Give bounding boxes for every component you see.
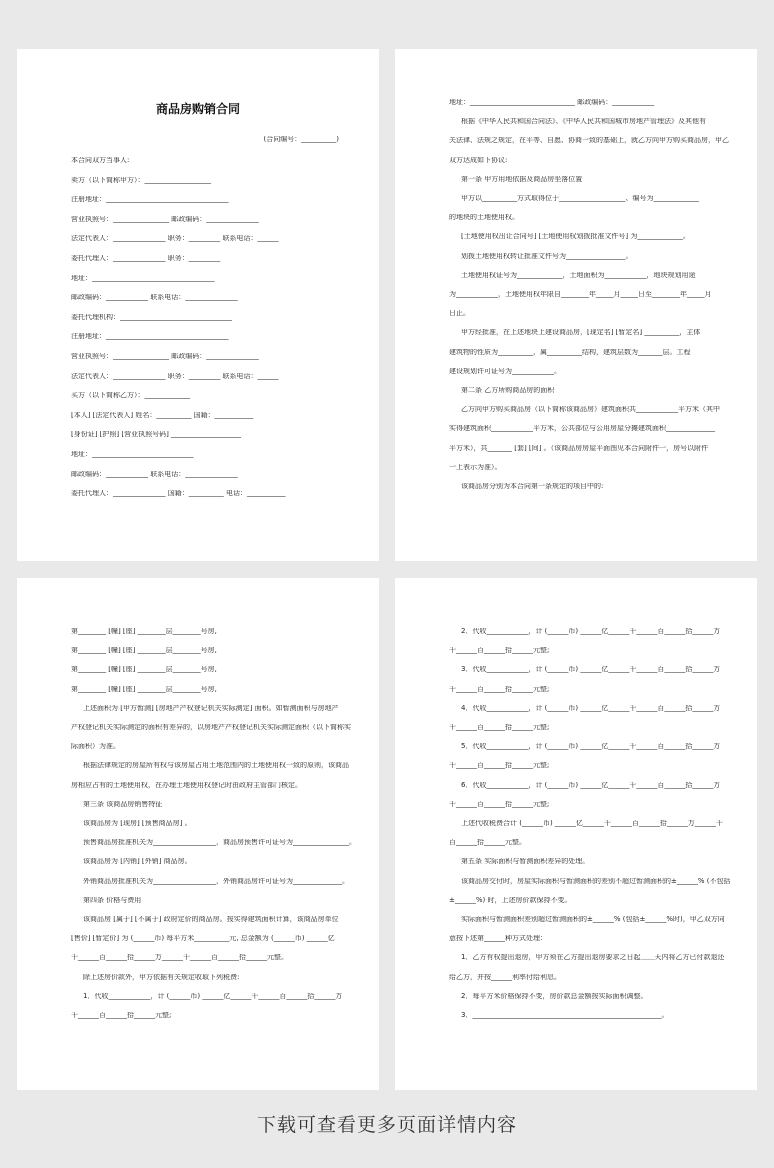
contract-line: 6．代收____________，计 (______币) ______亿______千______百______拾______万 bbox=[461, 781, 721, 789]
contract-line: 的地块的土地使用权。 bbox=[449, 214, 519, 222]
contract-page-4 bbox=[395, 578, 757, 1090]
contract-line: (合同编号：__________) bbox=[263, 136, 339, 143]
contract-line: 划拨土地使用权转让批准文件号为_________________。 bbox=[461, 252, 633, 260]
contract-line: 第三条 该商品房销售特征 bbox=[83, 800, 163, 808]
contract-line: 实际面积与暂测面积差别超过暂测面积的±______% (包括±______%时)，甲乙双方同 bbox=[461, 916, 725, 923]
contract-line: [土地使用权出让合同号] [土地使用权划拨批准文件号] 为_____________。 bbox=[461, 233, 690, 241]
contract-line: 建设规划许可证号为____________。 bbox=[449, 367, 561, 375]
contract-line: 一上表示为准）。 bbox=[449, 463, 502, 471]
contract-line: 买方（以下简称乙方）：_____________ bbox=[71, 392, 190, 400]
contract-line: ±______%) 时，上述房价款保持不变。 bbox=[449, 896, 572, 904]
contract-line: 邮政编码：____________ 联系电话：_______________ bbox=[71, 470, 238, 478]
contract-line: 营业执照号：________________ 邮政编码：_______________ bbox=[71, 215, 259, 223]
contract-line: 该商品房为 [内销] [外销] 商品房。 bbox=[83, 858, 192, 866]
contract-line: 乙方向甲方购买商品房（以下简称该商品房）建筑面积共____________平方米（其中 bbox=[461, 406, 720, 414]
contract-line: 1．乙方有权提出退房，甲方须在乙方提出退房要求之日起＿＿天内将乙方已付款退还 bbox=[461, 954, 725, 962]
contract-line: 地址：___________________________________ bbox=[71, 274, 215, 282]
contract-line: 千______百______拾______元整; bbox=[71, 1012, 172, 1019]
contract-line: 1．代收____________，计 (______币) ______亿______千______百______拾______万 bbox=[83, 992, 343, 1000]
contract-line: 委托代理机构：________________________________ bbox=[71, 313, 232, 321]
contract-line: 第________ [幢] [座] ________层________号房, bbox=[71, 647, 217, 655]
contract-line: 实得建筑面积____________平方米，公共部位与公用房屋分摊建筑面积______________ bbox=[449, 425, 715, 433]
contract-line: 根据《中华人民共和国合同法》、《中华人民共和国城市房地产管理法》及其他有 bbox=[461, 118, 706, 126]
contract-line: 第________ [幢] [座] ________层________号房, bbox=[71, 666, 217, 674]
contract-line: 卖方（以下简称甲方）：___________________ bbox=[71, 176, 211, 184]
contract-line: [身份证] [护照] [营业执照号码] ____________________ bbox=[71, 431, 242, 439]
contract-line: 2．每平方米价格保持不变，房价款总金额按实际面积调整。 bbox=[461, 992, 648, 1000]
contract-line: 双方达成如下协议: bbox=[449, 156, 508, 164]
contract-line: 第________ [幢] [座] ________层________号房, bbox=[71, 685, 217, 693]
contract-line: 日止。 bbox=[449, 310, 470, 318]
contract-line: 2．代收____________，计 (______币) ______亿______千______百______拾______万 bbox=[461, 628, 721, 635]
contract-line: 外销商品房批准机关为__________________，外销商品房许可证号为______________。 bbox=[83, 877, 349, 885]
contract-line: 法定代表人：_______________ 职务：_________ 联系电话：______ bbox=[71, 372, 279, 380]
contract-line: 第一条 甲方用地依据及商品房坐落位置 bbox=[461, 175, 583, 183]
contract-line: 上述面积为 [甲方暂测] [房地产产权登记机关实际测定] 面积。如暂测面积与房地产 bbox=[83, 704, 339, 712]
contract-line: 3．______________________________________________________。 bbox=[461, 1012, 669, 1019]
contract-line: 该商品房 [属于] [不属于] 政府定价的商品房。按实得建筑面积计算，该商品房单位 bbox=[83, 916, 339, 923]
contract-line: 关法律、法规之规定，在平等、自愿、协商一致的基础上，就乙方向甲方购买商品房，甲乙 bbox=[449, 137, 729, 145]
contract-line: 千______百______拾______元整; bbox=[449, 762, 550, 770]
contract-line: 该商品房分别为本合同第一条规定的项目中的: bbox=[461, 483, 604, 490]
contract-line: 给乙方，并按______利率付给利息。 bbox=[449, 973, 561, 981]
contract-line: 第四条 价格与费用 bbox=[83, 896, 142, 904]
contract-line: 千______百______拾______元整; bbox=[449, 647, 550, 655]
contract-line: [售价] [暂定价] 为 (______币) 每平方米__________元, 总金额为 (______币) ______亿 bbox=[71, 935, 335, 943]
contract-line: 委托代理人：_______________ 职务：_________ bbox=[71, 255, 221, 262]
contract-line: 地址：______________________________ 邮政编码：____________ bbox=[449, 99, 655, 106]
contract-line: 产权登记机关实际测定的面积有差异的，以房地产产权登记机关实际测定面积（以下简称实 bbox=[71, 724, 351, 731]
contract-line: 甲方经批准，在上述地块上建设商品房，[现定名] [暂定名] __________，主体 bbox=[461, 329, 701, 337]
contract-line: 际面积）为准。 bbox=[71, 743, 120, 751]
contract-line: 上述代收税费合计 (______币) ______亿______千______百______拾______万______千 bbox=[461, 820, 723, 827]
contract-line: 第________ [幢] [座] ________层________号房, bbox=[71, 628, 217, 635]
contract-line: 根据法律规定的房屋所有权与该房屋占用土地范围内的土地使用权一致的原则，该商品 bbox=[83, 762, 349, 770]
contract-line: 甲方以__________方式取得位于___________________、编号为_____________ bbox=[461, 195, 699, 202]
contract-line: 房相应占有的土地使用权，在办理土地使用权登记时由政府主管部门核定。 bbox=[71, 781, 302, 789]
contract-line: [本人] [法定代表人] 姓名：__________ 国籍：___________ bbox=[71, 411, 254, 419]
contract-page-2 bbox=[395, 49, 757, 561]
contract-line: 千______百______拾______元整; bbox=[449, 724, 550, 731]
contract-line: 百______拾______元整。 bbox=[449, 839, 526, 847]
contract-line: 千______百______拾______元整; bbox=[449, 800, 550, 808]
contract-line: 邮政编码：____________ 联系电话：_______________ bbox=[71, 294, 238, 302]
contract-line: 3．代收____________，计 (______币) ______亿______千______百______拾______万 bbox=[461, 666, 721, 674]
contract-line: 注册地址：___________________________________ bbox=[71, 196, 229, 204]
contract-page-3 bbox=[17, 578, 379, 1090]
contract-line: 4．代收____________，计 (______币) ______亿______千______百______拾______万 bbox=[461, 704, 721, 712]
contract-line: 地址：_____________________________ bbox=[71, 451, 194, 458]
contract-line: 法定代表人：_______________ 职务：_________ 联系电话：______ bbox=[71, 235, 279, 243]
contract-line: 建筑物的性质为__________，属__________结构，建筑层数为_______层。工程 bbox=[449, 348, 691, 356]
contract-title: 商品房购销合同 bbox=[155, 102, 240, 116]
contract-line: 为____________，土地使用权年限自________年_____月_____日至________年_____月 bbox=[449, 291, 712, 298]
contract-line: 注册地址：___________________________________ bbox=[71, 333, 229, 341]
contract-line: 本合同双方当事人: bbox=[71, 157, 130, 164]
contract-page-1 bbox=[17, 49, 379, 561]
contract-line: 平方米），共_______ [套] [间] 。（该商品房房屋平面图见本合同附件一，房号以附件 bbox=[449, 444, 709, 452]
contract-line: 第五条 实际面积与暂测面积差异的处理。 bbox=[461, 858, 590, 866]
contract-line: 除上述房价款外，甲方依据有关规定收取下列税费: bbox=[83, 973, 240, 981]
contract-line: 第二条 乙方所购商品房的面积 bbox=[461, 387, 555, 394]
contract-line: 营业执照号：________________ 邮政编码：_______________ bbox=[71, 353, 259, 360]
contract-line: 该商品房交付时，房屋实际面积与暂测面积的差别不超过暂测面积的±______% (不包括 bbox=[461, 877, 731, 885]
contract-line: 预售商品房批准机关为__________________，商品房预售许可证号为________________。 bbox=[83, 839, 356, 847]
download-more-footer[interactable]: 下载可查看更多页面详情内容 bbox=[256, 1114, 517, 1136]
contract-line: 千______百______拾______元整; bbox=[449, 685, 550, 693]
contract-line: 该商品房为 [现房] [预售商品房] 。 bbox=[83, 820, 192, 827]
contract-line: 土地使用权证号为_____________，土地面积为____________，地块规划用途 bbox=[461, 271, 696, 279]
contract-line: 千______百______拾______万______千______百______拾______元整。 bbox=[71, 954, 288, 962]
contract-line: 5．代收____________，计 (______币) ______亿______千______百______拾______万 bbox=[461, 743, 721, 751]
contract-line: 意按下述第______种方式处理： bbox=[449, 935, 547, 943]
contract-line: 委托代理人：_______________ 国籍：__________ 电话：___________ bbox=[71, 490, 286, 498]
